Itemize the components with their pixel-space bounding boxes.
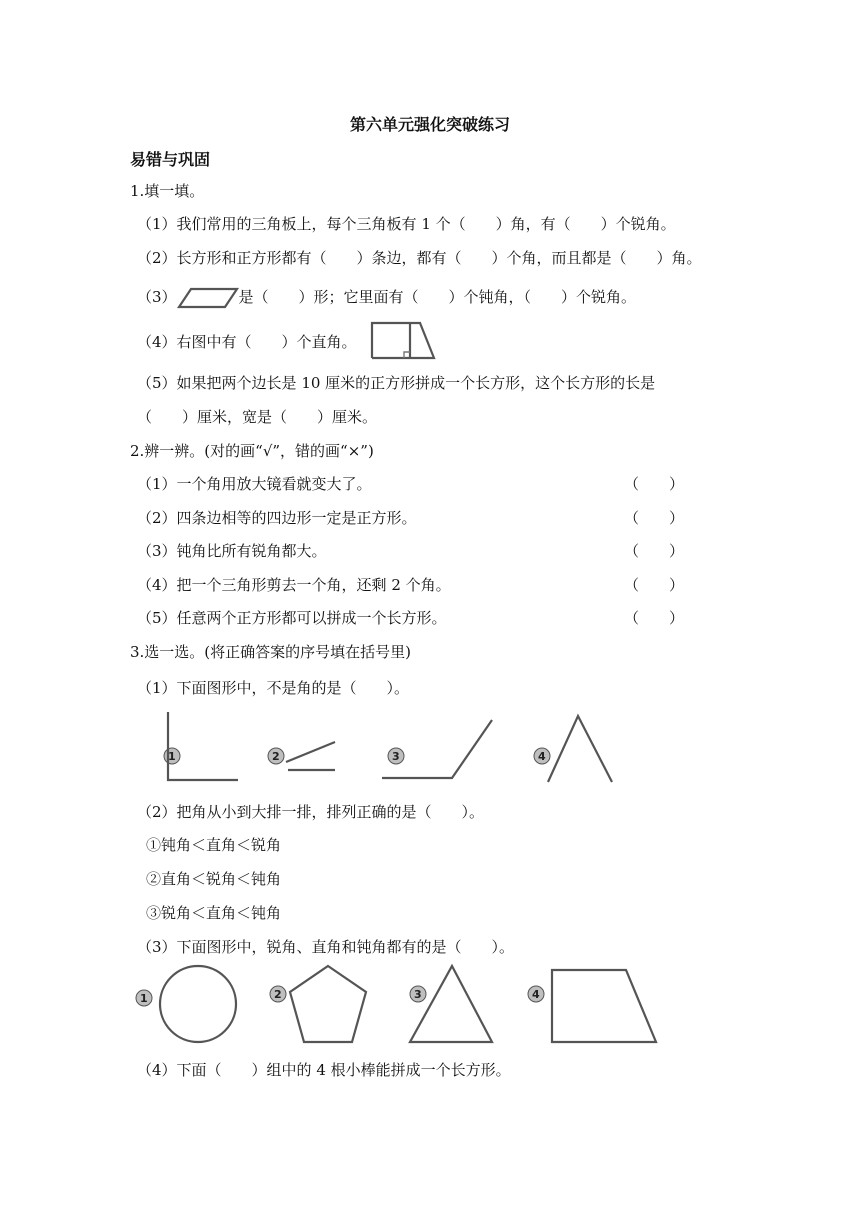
shape-label-3	[410, 986, 426, 1002]
q1-item-5-cont: （ ）厘米，宽是（ ）厘米。	[137, 408, 378, 426]
q3-heading: 3.选一选。(将正确答案的序号填在括号里)	[130, 643, 412, 661]
svg-text:4: 4	[538, 750, 546, 763]
q3-part-1-figures	[160, 708, 640, 788]
svg-text:2: 2	[274, 988, 282, 1001]
q3-part-2-option-3: ③锐角＜直角＜钝角	[146, 904, 282, 922]
option-label-2	[268, 748, 284, 764]
svg-text:1: 1	[140, 992, 148, 1005]
open-lines-figure	[286, 742, 335, 762]
shape-label-4	[528, 986, 544, 1002]
q1-item-3-number: （3）	[137, 288, 177, 306]
option-label-1	[164, 748, 180, 764]
q3-part-1: （1）下面图形中，不是角的是（ ）。	[137, 679, 410, 697]
page-title: 第六单元强化突破练习	[349, 115, 510, 134]
q1-item-5: （5）如果把两个边长是 10 厘米的正方形拼成一个长方形，这个长方形的长是	[137, 374, 656, 392]
q2-answer-paren-3: （ ）	[624, 542, 685, 560]
q2-item-5: （5）任意两个正方形都可以拼成一个长方形。	[137, 609, 447, 627]
option-label-4	[534, 748, 550, 764]
circle-shape	[160, 966, 236, 1042]
q1-item-3-text: 是（ ）形；它里面有（ ）个钝角，（ ）个锐角。	[238, 288, 637, 306]
q3-part-2-option-2: ②直角＜锐角＜钝角	[146, 870, 282, 888]
svg-text:3: 3	[392, 750, 400, 763]
svg-text:2: 2	[272, 750, 280, 763]
option-label-3	[388, 748, 404, 764]
q1-item-4-text: （4）右图中有（ ）个直角。	[137, 333, 357, 351]
q1-item-2: （2）长方形和正方形都有（ ）条边，都有（ ）个角，而且都是（ ）角。	[137, 249, 702, 267]
q1-item-1: （1）我们常用的三角板上，每个三角板有 1 个（ ）角，有（ ）个锐角。	[137, 215, 676, 233]
q2-answer-paren-4: （ ）	[624, 576, 685, 594]
q2-item-3: （3）钝角比所有锐角都大。	[137, 542, 327, 560]
q3-part-3: （3）下面图形中，锐角、直角和钝角都有的是（ ）。	[137, 938, 515, 956]
q3-part-3-figures	[134, 962, 664, 1048]
shape-label-2	[270, 986, 286, 1002]
q2-answer-paren-5: （ ）	[624, 609, 685, 627]
svg-text:1: 1	[168, 750, 176, 763]
pentagon-shape	[290, 966, 366, 1042]
q2-item-4: （4）把一个三角形剪去一个角，还剩 2 个角。	[137, 576, 451, 594]
trapezoid-right-angle-figure	[370, 320, 438, 360]
triangle-shape	[410, 966, 492, 1042]
q3-part-2-option-1: ①钝角＜直角＜锐角	[146, 836, 282, 854]
q2-heading: 2.辨一辨。(对的画“√”，错的画“×”)	[130, 442, 374, 460]
q3-part-4: （4）下面（ ）组中的 4 根小棒能拼成一个长方形。	[137, 1061, 511, 1079]
q2-answer-paren-2: （ ）	[624, 509, 685, 527]
q1-item-3	[137, 286, 636, 310]
q1-heading: 1.填一填。	[130, 182, 205, 200]
acute-angle-figure	[548, 716, 612, 782]
q2-item-2: （2）四条边相等的四边形一定是正方形。	[137, 509, 417, 527]
q2-item-1: （1）一个角用放大镜看就变大了。	[137, 475, 372, 493]
svg-text:3: 3	[414, 988, 422, 1001]
parallelogram-figure	[177, 286, 239, 310]
svg-text:4: 4	[532, 988, 540, 1001]
section-heading: 易错与巩固	[130, 150, 211, 169]
q1-item-4	[137, 331, 357, 352]
shape-label-1	[136, 990, 152, 1006]
q3-part-2: （2）把角从小到大排一排，排列正确的是（ ）。	[137, 803, 485, 821]
q2-answer-paren-1: （ ）	[624, 475, 685, 493]
right-trapezoid-shape	[552, 970, 656, 1042]
right-angle-figure	[168, 712, 238, 780]
